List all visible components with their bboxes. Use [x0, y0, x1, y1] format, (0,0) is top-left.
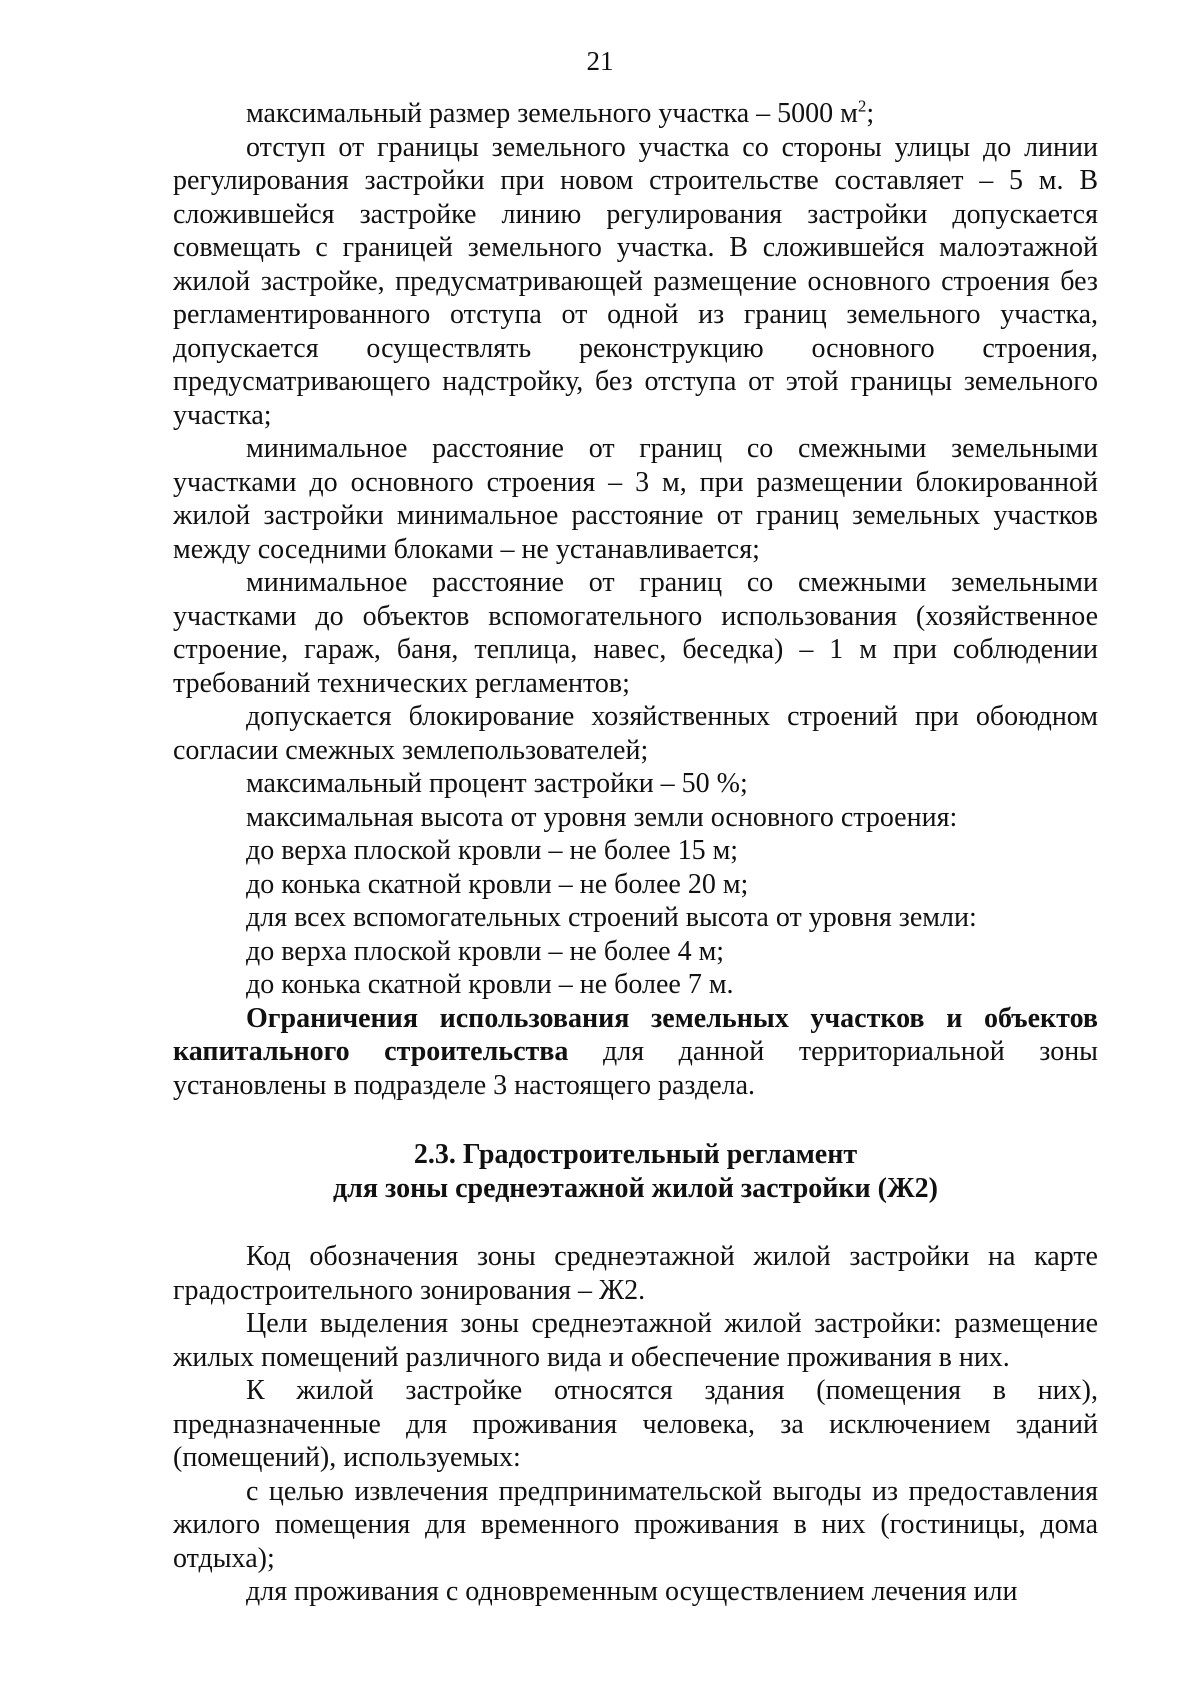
paragraph: до верха плоской кровли – не более 15 м; [246, 835, 739, 866]
paragraph: максимальная высота от уровня земли основного строения: [246, 801, 958, 833]
paragraph: до конька скатной кровли – не более 7 м. [246, 969, 734, 1000]
paragraph: Цели выделения зоны среднеэтажной жилой застройки: размещение жилых помещений различного вида и обеспечение проживания в них. [173, 1308, 1098, 1373]
paragraph: отступ от границы земельного участка со стороны улицы до линии регулирования застройки при новом строительстве составляет – 5 м. В сложившейся застройке линию регулирования застройки допускается совмещать с границей земельного участка. В сложившейся малоэтажной жилой застройке, предусматривающей размещение основного строения без регламентированного отступа от одной из границ земельного участка, допускается осуществлять реконструкцию основного строения, предусматривающего надстройку, без отступа от этой границы земельного участка; [173, 131, 1098, 431]
paragraph: Код обозначения зоны среднеэтажной жилой застройки на карте градостроительного зонирования – Ж2. [173, 1241, 1098, 1306]
paragraph: допускается блокирование хозяйственных строений при обоюдном согласии смежных землепользователей; [173, 701, 1098, 766]
restrictions-bold-text: Ограничения использования земельных участков и объектов капитального строительства [173, 1002, 1098, 1067]
paragraph: до конька скатной кровли – не более 20 м; [246, 868, 749, 900]
paragraph-restrictions [173, 1002, 1098, 1103]
page-number: 21 [586, 46, 614, 76]
spacer [173, 1102, 1098, 1138]
spacer [173, 1205, 1098, 1240]
paragraph: для проживания с одновременным осуществлением лечения или [246, 1576, 1018, 1607]
paragraph: минимальное расстояние от границ со смежными земельными участками до основного строения – 3 м, при размещении блокированной жилой застройки минимальное расстояние от границ земельных участков между соседними блоками – не устанавливается; [173, 433, 1098, 565]
superscript: 2 [857, 96, 867, 116]
paragraph: максимальный процент застройки – 50 %; [246, 768, 748, 799]
restrictions-text: для данной территориальной зоны установлены в подразделе 3 настоящего раздела. [173, 1036, 1098, 1101]
paragraph-text: ; [866, 98, 875, 129]
paragraph: с целью извлечения предпринимательской выгоды из предоставления жилого помещения для временного проживания в них (гостиницы, дома отдыха); [173, 1475, 1098, 1574]
paragraph: до верха плоской кровли – не более 4 м; [246, 935, 725, 967]
paragraph: для всех вспомогательных строений высота от уровня земли: [246, 902, 977, 933]
document-body [173, 97, 1098, 1609]
paragraph: минимальное расстояние от границ со смежными земельными участками до объектов вспомогательного использования (хозяйственное строение, гараж, баня, теплица, навес, беседка) – 1 м при соблюдении требований технических регламентов; [173, 567, 1098, 699]
section-heading-line-2: для зоны среднеэтажной жилой застройки (Ж2) [332, 1172, 938, 1204]
paragraph: К жилой застройке относятся здания (помещения в них), предназначенные для проживания человека, за исключением зданий (помещений), используемых: [173, 1375, 1098, 1473]
section-heading-line-1: 2.3. Градостроительный регламент [413, 1139, 858, 1170]
paragraph-text: максимальный размер земельного участка – 5000 м [246, 98, 858, 129]
paragraph-max-plot-size [173, 97, 1098, 131]
